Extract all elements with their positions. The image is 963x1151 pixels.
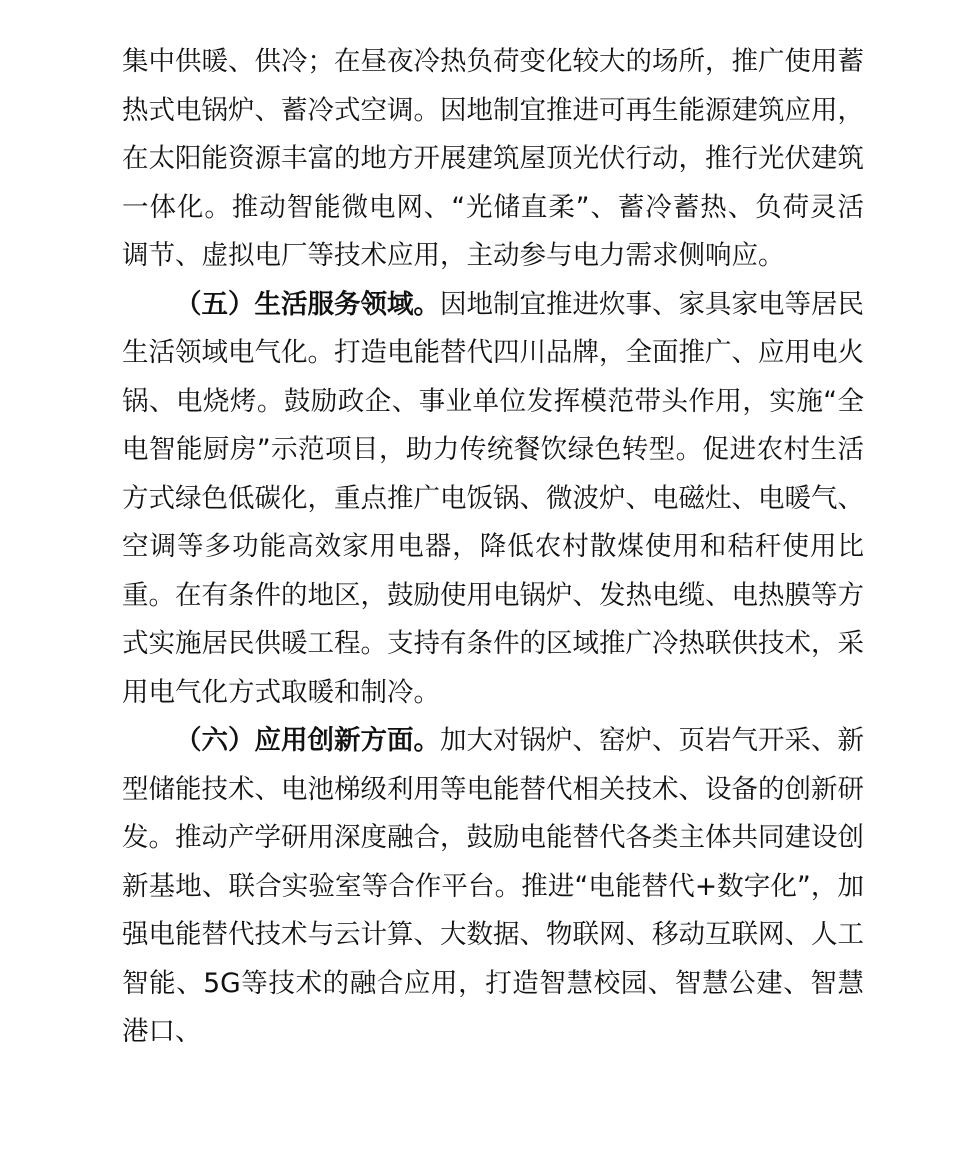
section-heading-six: （六）应用创新方面。 [175, 725, 440, 756]
paragraph-text: 加大对锅炉、窑炉、页岩气开采、新型储能技术、电池梯级利用等电能替代相关技术、设备的创新研发。推动产学研用深度融合，鼓励电能替代各类主体共同建设创新基地、联合实验室等合作平台。推进“电能替代+数字化”，加强电能替代技术与云计算、大数据、物联网、移动互联网、人工智能、5G等技术的融合应用，打造智慧校园、智慧公建、智慧港口、 [122, 725, 864, 1047]
paragraph-text: 集中供暖、供冷；在昼夜冷热负荷变化较大的场所，推广使用蓄热式电锅炉、蓄冷式空调。因地制宜推进可再生能源建筑应用，在太阳能资源丰富的地方开展建筑屋顶光伏行动，推行光伏建筑一体化。推动智能微电网、“光储直柔”、蓄冷蓄热、负荷灵活调节、虚拟电厂等技术应用，主动参与电力需求侧响应。 [122, 46, 864, 271]
document-page [122, 38, 864, 1057]
paragraph-life-services [122, 281, 864, 718]
section-heading-five: （五）生活服务领域。 [175, 288, 440, 320]
paragraph-continued [122, 38, 864, 281]
paragraph-application-innovation [122, 717, 864, 1057]
paragraph-text: 因地制宜推进炊事、家具家电等居民生活领域电气化。打造电能替代四川品牌，全面推广、应用电火锅、电烧烤。鼓励政企、事业单位发挥模范带头作用，实施“全电智能厨房”示范项目，助力传统餐饮绿色转型。促进农村生活方式绿色低碳化，重点推广电饭锅、微波炉、电磁灶、电暖气、空调等多功能高效家用电器，降低农村散煤使用和秸秆使用比重。在有条件的地区，鼓励使用电锅炉、发热电缆、电热膜等方式实施居民供暖工程。支持有条件的区域推广冷热联供技术，采用电气化方式取暖和制冷。 [122, 288, 864, 708]
